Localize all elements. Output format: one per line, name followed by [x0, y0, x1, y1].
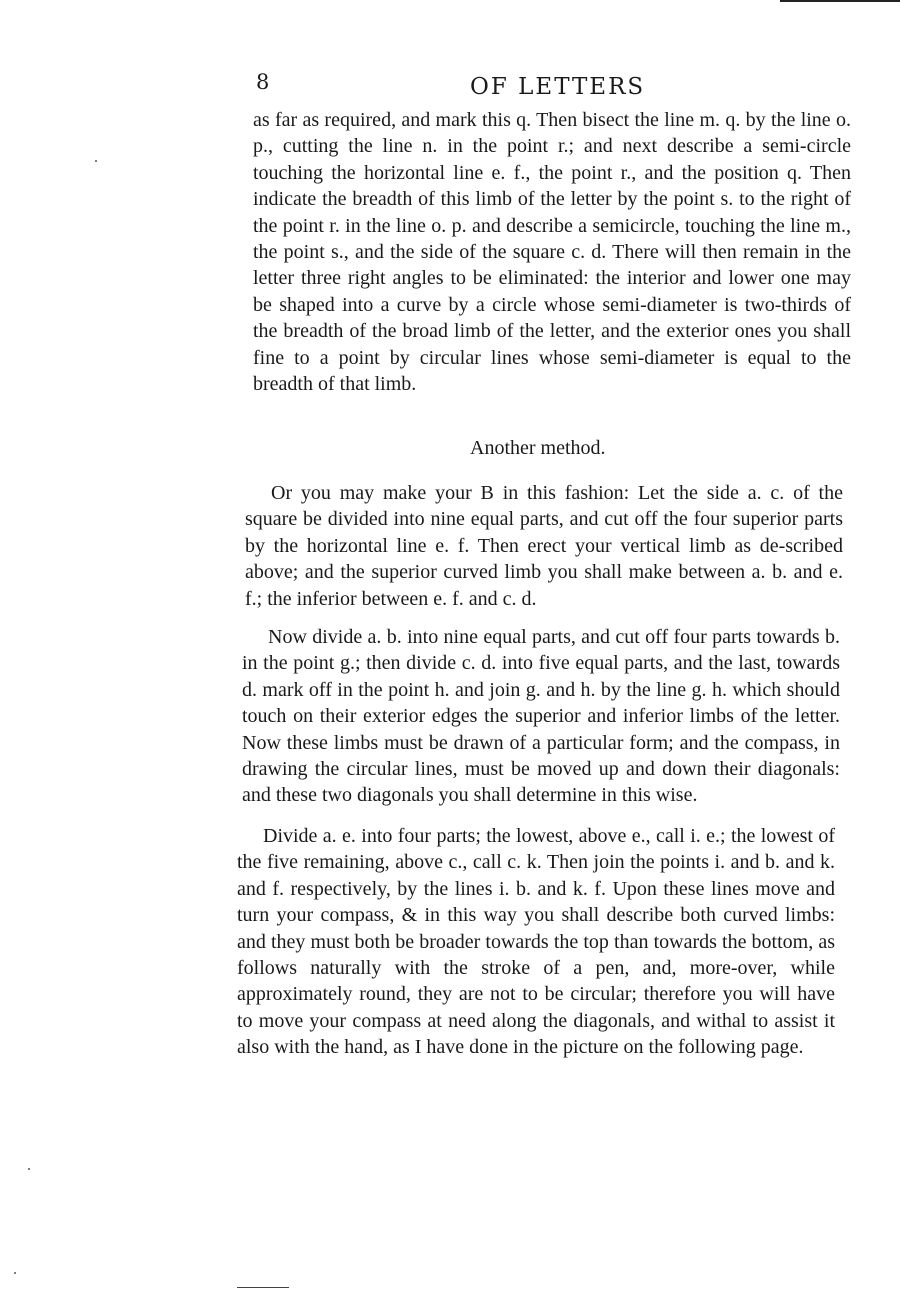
- body-paragraph: Divide a. e. into four parts; the lowest, above e., call i. e.; the lowest of the five remaining, above c., call c. k. Then join the points i. and b. and k. and f. respectively, by the lines i. b. and k. f. Upon these lines move and turn your compass, & in this way you shall describe both curved limbs: and they must both be broader towards the top than towards the bottom, as follows naturally with the stroke of a pen, and, more-over, while approximately round, they are not to be circular; therefore you will have to move your compass at need along the diagonals, and withal to assist it also with the hand, as I have done in the picture on the following page.: [237, 825, 835, 1059]
- section-heading: Another method.: [470, 437, 606, 459]
- page-number: 8: [256, 70, 270, 94]
- scan-speck: [95, 160, 97, 162]
- body-paragraph: Now divide a. b. into nine equal parts, and cut off four parts towards b. in the point g.; then divide c. d. into five equal parts, and the last, towards d. mark off in the point h. and join g. and h. by the line g. h. which should touch on their exterior edges the superior and inferior limbs of the letter. Now these limbs must be drawn of a particular form; and the compass, in drawing the circular lines, must be moved up and down their diagonals: and these two diagonals you shall determine in this wise.: [242, 626, 840, 807]
- top-edge-rule: [780, 0, 900, 2]
- body-paragraph: as far as required, and mark this q. Then bisect the line m. q. by the line o. p., cutting the line n. in the point r.; and next describe a semi-circle touching the horizontal line e. f., the point r., and the position q. Then indicate the breadth of this limb of the letter by the point s. to the right of the point r. in the line o. p. and describe a semicircle, touching the line m., the point s., and the side of the square c. d. There will then remain in the letter three right angles to be eliminated: the interior and lower one may be shaped into a curve by a circle whose semi-diameter is two-thirds of the breadth of the broad limb of the letter, and the exterior ones you shall fine to a point by circular lines whose semi-diameter is equal to the breadth of that limb.: [253, 109, 851, 396]
- bottom-edge-rule: [237, 1287, 289, 1288]
- scan-speck: [28, 1168, 30, 1170]
- scan-speck: [14, 1272, 16, 1274]
- body-paragraph: Or you may make your B in this fashion: Let the side a. c. of the square be divided into nine equal parts, and cut off the four superior parts by the horizontal line e. f. Then erect your vertical limb as de-scribed above; and the superior curved limb you shall make between a. b. and e. f.; the inferior between e. f. and c. d.: [245, 482, 843, 610]
- running-head: OF LETTERS: [470, 74, 646, 100]
